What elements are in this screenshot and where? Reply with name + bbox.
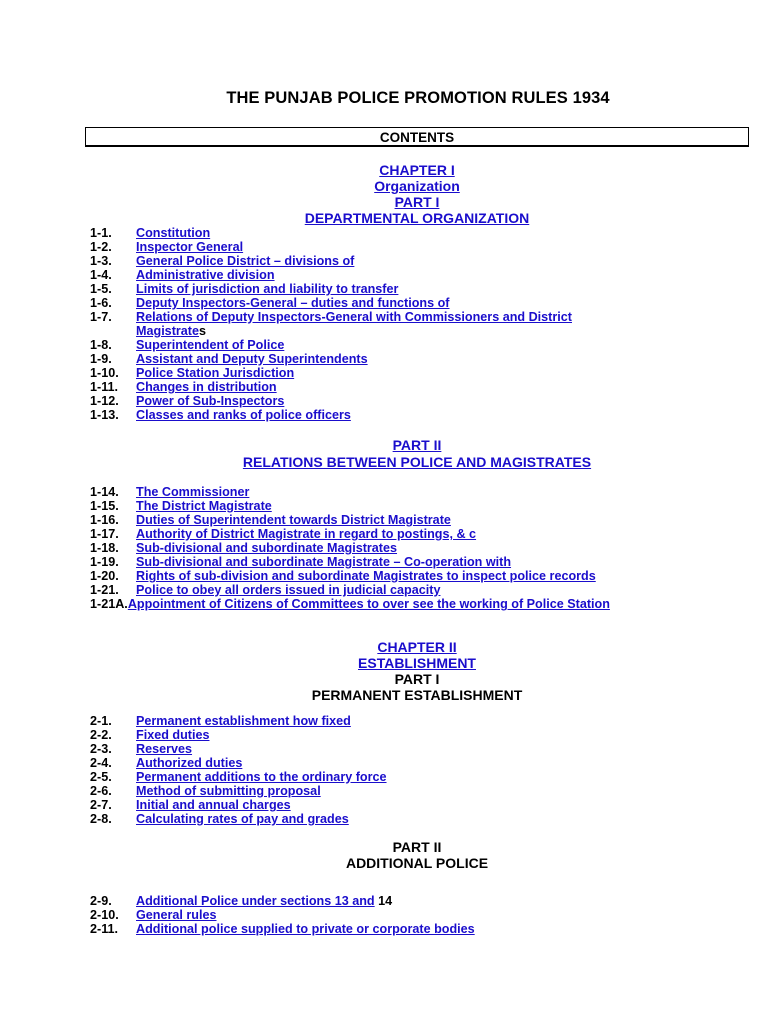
toc-entry: 1-12. Power of Sub-Inspectors — [90, 394, 285, 408]
toc-link[interactable]: Administrative division — [136, 268, 275, 282]
toc-entry: 1-7. Relations of Deputy Inspectors-General with Commissioners and District — [90, 310, 572, 324]
toc-link[interactable]: Deputy Inspectors-General – duties and functions of — [136, 296, 450, 310]
toc-link[interactable]: Limits of jurisdiction and liability to transfer — [136, 282, 399, 296]
toc-link[interactable]: Police Station Jurisdiction — [136, 366, 295, 380]
chapter-1-part-2-link[interactable]: PART II — [392, 437, 442, 453]
toc-link[interactable]: General rules — [136, 908, 217, 922]
toc-entry: 2-6. Method of submitting proposal — [90, 784, 321, 798]
toc-entry: 1-19. Sub-divisional and subordinate Magistrate – Co-operation with — [90, 555, 512, 569]
toc-link[interactable]: Permanent additions to the ordinary force — [136, 770, 387, 784]
toc-entry: 1-21A.Appointment of Citizens of Committees to over see the working of Police Station — [90, 597, 610, 611]
chapter-1-link[interactable]: CHAPTER I — [379, 162, 455, 178]
toc-entry: 1-8. Superintendent of Police — [90, 338, 285, 352]
toc-link[interactable]: The Commissioner — [136, 485, 250, 499]
toc-link[interactable]: Method of submitting proposal — [136, 784, 321, 798]
chapter-2-part-1-heading: PART I — [394, 671, 440, 687]
toc-entry: 1-17. Authority of District Magistrate in regard to postings, & c — [90, 527, 477, 541]
toc-entry: 2-5. Permanent additions to the ordinary force — [90, 770, 387, 784]
toc-entry: 1-15. The District Magistrate — [90, 499, 272, 513]
toc-link[interactable]: Reserves — [136, 742, 193, 756]
toc-link[interactable]: Permanent establishment how fixed — [136, 714, 351, 728]
toc-link[interactable]: Relations of Deputy Inspectors-General with Commissioners and District — [136, 310, 572, 324]
toc-entry: 1-11. Changes in distribution — [90, 380, 277, 394]
toc-link[interactable]: Appointment of Citizens of Committees to over see the working of Police Station — [127, 597, 610, 611]
toc-link[interactable]: The District Magistrate — [136, 499, 272, 513]
chapter-2-link[interactable]: CHAPTER II — [377, 639, 457, 655]
chapter-1-part-1-name-link[interactable]: DEPARTMENTAL ORGANIZATION — [304, 210, 530, 226]
document-title: THE PUNJAB POLICE PROMOTION RULES 1934 — [226, 89, 610, 107]
toc-link[interactable]: Authority of District Magistrate in regard to postings, & c — [136, 527, 477, 541]
toc-entry: 1-2. Inspector General — [90, 240, 244, 254]
toc-entry: 1-3. General Police District – divisions of — [90, 254, 355, 268]
toc-entry: 2-7. Initial and annual charges — [90, 798, 291, 812]
toc-entry: 1-5. Limits of jurisdiction and liability to transfer — [90, 282, 399, 296]
toc-link[interactable]: Calculating rates of pay and grades — [136, 812, 349, 826]
toc-entry: 1-14. The Commissioner — [90, 485, 250, 499]
contents-header: CONTENTS — [85, 127, 749, 147]
toc-link[interactable]: Sub-divisional and subordinate Magistrates — [136, 541, 398, 555]
toc-link[interactable]: Authorized duties — [136, 756, 243, 770]
toc-link[interactable]: Assistant and Deputy Superintendents — [136, 352, 368, 366]
toc-entry: 1-21. Police to obey all orders issued in judicial capacity — [90, 583, 441, 597]
toc-link[interactable]: Power of Sub-Inspectors — [136, 394, 285, 408]
toc-link[interactable]: Fixed duties — [136, 728, 210, 742]
toc-entry: 2-4. Authorized duties — [90, 756, 243, 770]
toc-link[interactable]: Duties of Superintendent towards District Magistrate — [136, 513, 451, 527]
toc-entry: 2-10. General rules — [90, 908, 217, 922]
toc-link[interactable]: Inspector General — [136, 240, 244, 254]
toc-entry: 2-9. Additional Police under sections 13 and 14 — [90, 894, 393, 908]
toc-link[interactable]: Additional Police under sections 13 and — [136, 894, 375, 908]
toc-entry: 1-1. Constitution — [90, 226, 211, 240]
chapter-2-part-2-heading: PART II — [392, 839, 442, 855]
toc-entry: 2-8. Calculating rates of pay and grades — [90, 812, 349, 826]
chapter-1-part-1-link[interactable]: PART I — [394, 194, 440, 210]
toc-entry: 1-4. Administrative division — [90, 268, 275, 282]
toc-entry: 1-13. Classes and ranks of police officers — [90, 408, 351, 422]
toc-entry-continuation: Magistrates — [136, 324, 207, 338]
toc-link[interactable]: Rights of sub-division and subordinate Magistrates to inspect police records — [136, 569, 596, 583]
toc-entry: 2-3. Reserves — [90, 742, 193, 756]
toc-entry: 2-1. Permanent establishment how fixed — [90, 714, 351, 728]
toc-link[interactable]: Police to obey all orders issued in judicial capacity — [136, 583, 441, 597]
toc-entry: 1-20. Rights of sub-division and subordinate Magistrates to inspect police records — [90, 569, 596, 583]
chapter-1-part-2-name-link[interactable]: RELATIONS BETWEEN POLICE AND MAGISTRATES — [242, 454, 592, 470]
toc-entry: 1-18. Sub-divisional and subordinate Magistrates — [90, 541, 398, 555]
toc-link[interactable]: Additional police supplied to private or corporate bodies — [136, 922, 475, 936]
toc-entry: 2-2. Fixed duties — [90, 728, 210, 742]
chapter-2-part-2-name: ADDITIONAL POLICE — [345, 855, 489, 871]
toc-link[interactable]: Constitution — [136, 226, 211, 240]
chapter-2-part-1-name: PERMANENT ESTABLISHMENT — [311, 687, 523, 703]
toc-link[interactable]: Changes in distribution — [136, 380, 277, 394]
chapter-2-name-link[interactable]: ESTABLISHMENT — [358, 655, 476, 671]
toc-entry: 1-6. Deputy Inspectors-General – duties and functions of — [90, 296, 450, 310]
toc-link[interactable]: Magistrate — [136, 324, 199, 338]
toc-link[interactable]: Initial and annual charges — [136, 798, 291, 812]
chapter-1-name-link[interactable]: Organization — [374, 178, 460, 194]
toc-link[interactable]: Classes and ranks of police officers — [136, 408, 351, 422]
toc-entry: 1-9. Assistant and Deputy Superintendents — [90, 352, 368, 366]
toc-entry: 1-16. Duties of Superintendent towards District Magistrate — [90, 513, 451, 527]
toc-entry: 2-11. Additional police supplied to private or corporate bodies — [90, 922, 475, 936]
toc-entry: 1-10. Police Station Jurisdiction — [90, 366, 295, 380]
toc-link[interactable]: Sub-divisional and subordinate Magistrate – Co-operation with — [136, 555, 512, 569]
toc-link[interactable]: General Police District – divisions of — [136, 254, 355, 268]
toc-link[interactable]: Superintendent of Police — [136, 338, 285, 352]
